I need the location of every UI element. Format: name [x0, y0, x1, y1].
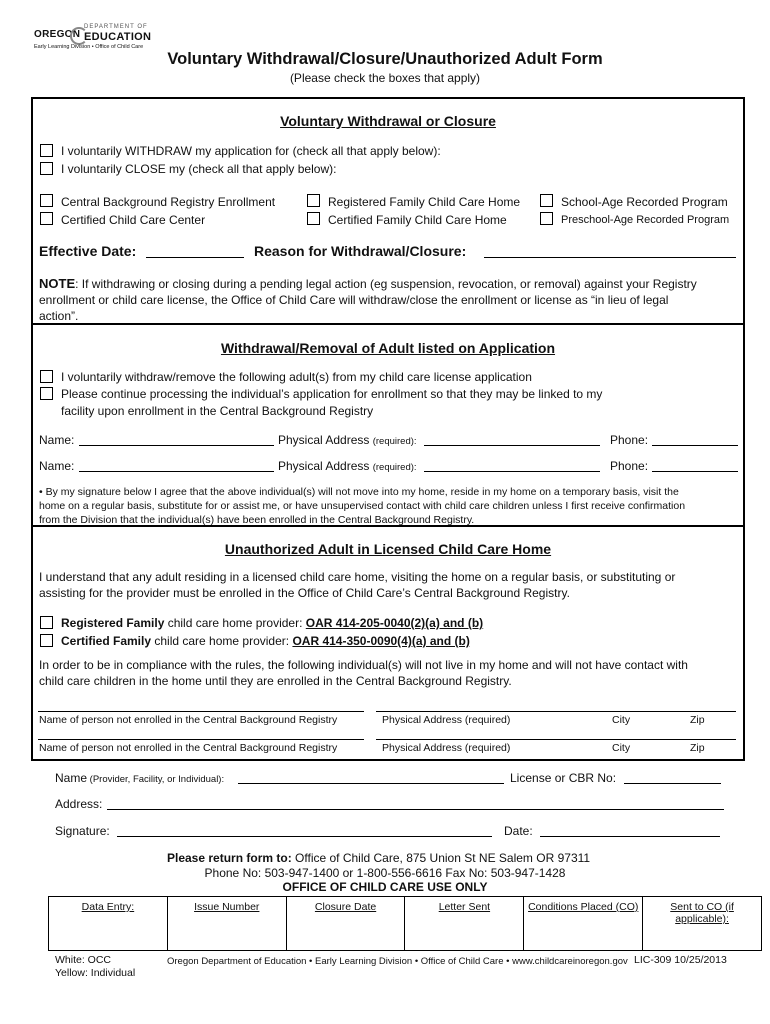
- remove-adult-checkbox[interactable]: [40, 370, 53, 383]
- logo-department: DEPARTMENT OF: [84, 24, 148, 30]
- compliance-line2: child care children in the home until they are enrolled in the Central Background Registry.: [39, 674, 512, 688]
- certified-oar-link[interactable]: OAR 414-350-0090(4)(a) and (b): [292, 634, 470, 648]
- certified-family-checkbox[interactable]: [307, 212, 320, 225]
- license-field[interactable]: [624, 783, 721, 784]
- office-use-table: [48, 896, 762, 951]
- provider-name-label: [55, 771, 224, 785]
- logo-oregon: OREGON: [34, 29, 81, 40]
- logo-division: Early Learning Division • Office of Child Care: [34, 44, 144, 50]
- return-label: Please return form to:: [167, 851, 292, 865]
- provider-name-hint: (Provider, Facility, or Individual):: [87, 774, 225, 785]
- compliance-line1: In order to be in compliance with the rules, the following individual(s) will not live in my home and will not have contact with: [39, 658, 688, 672]
- cbr-enrollment-label: Central Background Registry Enrollment: [61, 195, 276, 209]
- unauth2-zip-caption: Zip: [690, 742, 705, 754]
- footer-yellow-copy: Yellow: Individual: [55, 967, 136, 979]
- school-age-checkbox[interactable]: [540, 194, 553, 207]
- unauth1-name-caption: Name of person not enrolled in the Central Background Registry: [39, 714, 338, 726]
- intro-line2: assisting for the provider must be enrolled in the Office of Child Care’s Central Background Registry.: [39, 586, 570, 600]
- provider-name-label-text: Name: [55, 771, 88, 785]
- unauth2-city-caption: City: [612, 742, 631, 754]
- section3-intro: [39, 569, 741, 601]
- adult1-required-hint: (required):: [372, 436, 417, 447]
- adult1-address-label: [278, 433, 417, 447]
- unauth1-address-field[interactable]: [376, 711, 736, 712]
- registered-rest: child care home provider:: [164, 616, 306, 630]
- adult1-name-label: Name:: [39, 433, 75, 447]
- footer-white-copy: White: OCC: [55, 954, 112, 966]
- unauth1-name-field[interactable]: [38, 711, 364, 712]
- address-label: Address:: [55, 797, 103, 811]
- note-line2: enrollment or child care license, the Office of Child Care will withdraw/close the enrollment or license as “in lieu of legal: [39, 293, 669, 307]
- form-subtitle: (Please check the boxes that apply): [289, 71, 481, 85]
- adult2-address-label: [278, 459, 417, 473]
- preschool-age-label: Preschool-Age Recorded Program: [561, 214, 730, 226]
- adult2-address-label-text: Physical Address: [278, 459, 370, 473]
- closure-date-cell[interactable]: Closure Date: [286, 897, 405, 951]
- remove-adult-label: I voluntarily withdraw/remove the following adult(s) from my child care license application: [61, 370, 532, 384]
- license-label: License or CBR No:: [510, 771, 617, 785]
- effective-date-field[interactable]: [146, 257, 244, 258]
- certified-provider-checkbox[interactable]: [40, 634, 53, 647]
- data-entry-cell[interactable]: Data Entry:: [49, 897, 168, 951]
- close-checkbox[interactable]: [40, 162, 53, 175]
- provider-name-field[interactable]: [238, 783, 504, 784]
- unauth2-name-field[interactable]: [38, 739, 364, 740]
- agreement-line1: • By my signature below I agree that the above individual(s) will not move into my home, reside in my home on a temporary basis, visit the: [39, 486, 679, 498]
- cbr-enrollment-checkbox[interactable]: [40, 194, 53, 207]
- agreement-line3: from the Division that the individual(s) have been enrolled in the Central Background Registry.: [39, 514, 475, 526]
- reason-label: Reason for Withdrawal/Closure:: [254, 243, 467, 259]
- footer-form-id: LIC-309 10/25/2013: [634, 954, 727, 966]
- continue-processing-label: Please continue processing the individual’s application for enrollment so that they may be linked to my: [61, 387, 603, 401]
- adult2-address-field[interactable]: [424, 471, 600, 472]
- signature-field[interactable]: [117, 836, 492, 837]
- form-title: Voluntary Withdrawal/Closure/Unauthorized Adult Form: [167, 50, 603, 68]
- unauth1-address-caption: Physical Address (required): [382, 714, 511, 726]
- certified-family-label: Certified Family Child Care Home: [328, 213, 507, 227]
- unauth2-name-caption: Name of person not enrolled in the Central Background Registry: [39, 742, 338, 754]
- adult1-phone-label: Phone:: [610, 433, 649, 447]
- issue-number-cell[interactable]: Issue Number: [167, 897, 286, 951]
- section1-title: Voluntary Withdrawal or Closure: [280, 113, 496, 129]
- date-label: Date:: [504, 824, 533, 838]
- date-field[interactable]: [540, 836, 720, 837]
- withdraw-checkbox[interactable]: [40, 144, 53, 157]
- section2-title: Withdrawal/Removal of Adult listed on Application: [220, 340, 556, 356]
- note-text: [39, 276, 739, 324]
- compliance-text: [39, 657, 741, 689]
- letter-sent-cell[interactable]: Letter Sent: [405, 897, 524, 951]
- continue-processing-checkbox[interactable]: [40, 387, 53, 400]
- adult1-name-field[interactable]: [79, 445, 274, 446]
- address-field[interactable]: [107, 809, 724, 810]
- adult1-address-field[interactable]: [424, 445, 600, 446]
- close-label: I voluntarily CLOSE my (check all that apply below):: [61, 162, 337, 176]
- adult1-address-label-text: Physical Address: [278, 433, 370, 447]
- certified-center-checkbox[interactable]: [40, 212, 53, 225]
- registered-family-label: Registered Family Child Care Home: [328, 195, 521, 209]
- registered-provider-label: [61, 616, 483, 630]
- reason-field[interactable]: [484, 257, 736, 258]
- continue-processing-label-2: facility upon enrollment in the Central Background Registry: [61, 404, 374, 418]
- return-address: [167, 851, 590, 865]
- registered-provider-checkbox[interactable]: [40, 616, 53, 629]
- office-use-heading: OFFICE OF CHILD CARE USE ONLY: [282, 880, 488, 894]
- withdraw-label: I voluntarily WITHDRAW my application for (check all that apply below):: [61, 144, 441, 158]
- agreement-text: [39, 485, 741, 527]
- return-phone: Phone No: 503-947-1400 or 1-800-556-6616 Fax No: 503-947-1428: [204, 866, 566, 880]
- preschool-age-checkbox[interactable]: [540, 212, 553, 225]
- note-line1: : If withdrawing or closing during a pending legal action (eg suspension, revocation, or removal) against your Registry: [75, 277, 697, 291]
- certified-provider-label: [61, 634, 470, 648]
- adult2-phone-label: Phone:: [610, 459, 649, 473]
- unauth2-address-caption: Physical Address (required): [382, 742, 511, 754]
- conditions-placed-cell[interactable]: Conditions Placed (CO): [524, 897, 643, 951]
- registered-bold: Registered Family: [61, 616, 165, 630]
- registered-oar-link[interactable]: OAR 414-205-0040(2)(a) and (b): [305, 616, 484, 630]
- certified-center-label: Certified Child Care Center: [61, 213, 206, 227]
- unauth1-city-caption: City: [612, 714, 631, 726]
- certified-bold: Certified Family: [61, 634, 152, 648]
- signature-label: Signature:: [55, 824, 110, 838]
- school-age-label: School-Age Recorded Program: [561, 195, 728, 209]
- unauth1-zip-caption: Zip: [690, 714, 705, 726]
- registered-family-checkbox[interactable]: [307, 194, 320, 207]
- footer-center: Oregon Department of Education • Early Learning Division • Office of Child Care • www.childcareinoregon.gov: [167, 956, 628, 967]
- sent-to-co-cell[interactable]: Sent to CO (if applicable):: [643, 897, 762, 951]
- effective-date-label: Effective Date:: [39, 243, 137, 259]
- unauth2-address-field[interactable]: [376, 739, 736, 740]
- certified-rest: child care home provider:: [151, 634, 293, 648]
- adult1-phone-field[interactable]: [652, 445, 738, 446]
- note-label: NOTE: [39, 276, 76, 291]
- logo-education: EDUCATION: [84, 31, 152, 43]
- return-address-text: Office of Child Care, 875 Union St NE Salem OR 97311: [291, 851, 591, 865]
- adult2-name-field[interactable]: [79, 471, 274, 472]
- adult2-required-hint: (required):: [372, 462, 417, 473]
- agreement-line2: home on a regular basis, substitute for or assist me, or have unsupervised contact with child care children unless I first receive confirmation: [39, 500, 686, 512]
- adult2-phone-field[interactable]: [652, 471, 738, 472]
- note-line3: action”.: [39, 309, 79, 323]
- adult2-name-label: Name:: [39, 459, 75, 473]
- section3-title: Unauthorized Adult in Licensed Child Care Home: [224, 541, 552, 557]
- intro-line1: I understand that any adult residing in a licensed child care home, visiting the home on a regular basis, or substituting or: [39, 570, 676, 584]
